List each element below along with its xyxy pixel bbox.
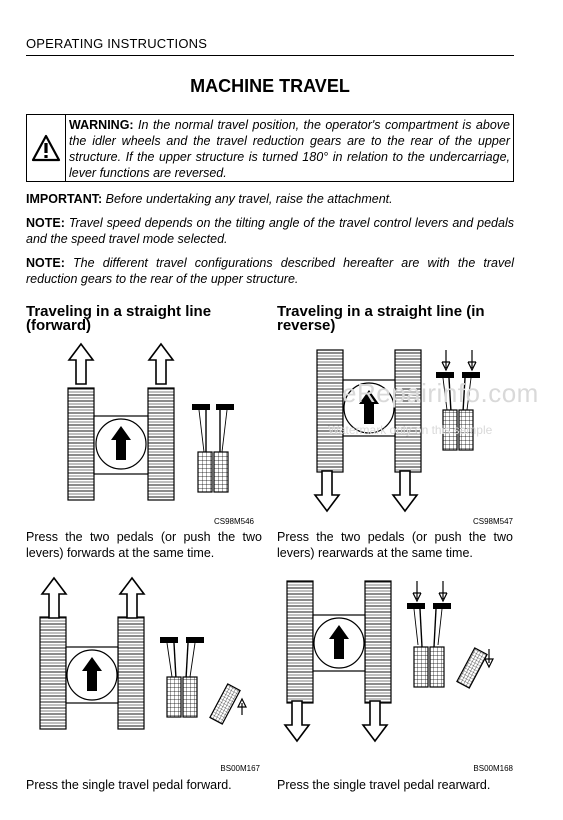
right-track <box>365 581 391 703</box>
warning-body: In the normal travel position, the operator's compartment is above the idler wheels and the travel reduction gears are to the rear of the upper structure. If the upper structure is turned 180° in relation to the undercarriage, lever functions are reversed. <box>69 118 510 180</box>
pedals-icon <box>192 404 234 492</box>
track-arrow-down-icon <box>285 701 309 741</box>
single-pedal-icon <box>457 648 493 688</box>
important-text: Before undertaking any travel, raise the attachment. <box>105 192 393 206</box>
warning-label: WARNING: <box>69 118 134 132</box>
track-arrow-down-icon <box>393 471 417 511</box>
track-arrow-up-icon <box>120 578 144 618</box>
track-arrow-down-icon <box>315 471 339 511</box>
figure-code: CS98M547 <box>472 517 513 526</box>
note-text: The different travel configurations described hereafter are with the travel reduction gears to the rear of the upper structure. <box>26 256 514 286</box>
watermark-site: eRepairinfo.com <box>342 378 539 408</box>
track-arrow-up-icon <box>149 344 173 384</box>
track-arrow-up-icon <box>42 578 66 618</box>
note-travel-configurations <box>26 255 514 287</box>
important-label: IMPORTANT: <box>26 192 103 206</box>
watermark-notice: Watermark only on this sample <box>328 423 493 437</box>
figure-forward-two-pedals <box>26 340 256 530</box>
caption-reverse-two-pedals: Press the two pedals (or push the two levers) rearwards at the same time. <box>277 530 513 560</box>
page-title: MACHINE TRAVEL <box>190 76 350 96</box>
heading-reverse: Traveling in a straight line (in reverse) <box>277 303 485 334</box>
header-rule <box>26 55 514 56</box>
figure-code: BS00M168 <box>473 764 513 773</box>
right-track <box>118 617 144 729</box>
caption-forward-two-pedals: Press the two pedals (or push the two levers) forwards at the same time. <box>26 530 262 560</box>
heading-forward: Traveling in a straight line (forward) <box>26 303 212 334</box>
right-track <box>395 350 421 472</box>
pedals-icon <box>160 637 204 717</box>
left-track <box>287 581 313 703</box>
caption-forward-single-pedal: Press the single travel pedal forward. <box>26 778 232 792</box>
important-note <box>26 191 514 207</box>
right-track <box>148 388 174 500</box>
single-pedal-icon <box>210 684 246 724</box>
figure-reverse-single-pedal <box>277 575 517 775</box>
pedals-icon <box>407 581 451 687</box>
left-track <box>317 350 343 472</box>
page-header: OPERATING INSTRUCTIONS <box>26 36 208 51</box>
note-label: NOTE: <box>26 216 65 230</box>
track-arrow-down-icon <box>363 701 387 741</box>
note-label: NOTE: <box>26 256 65 270</box>
warning-icon <box>27 115 66 181</box>
figure-code: BS00M167 <box>220 764 260 773</box>
figure-forward-single-pedal <box>26 575 262 775</box>
caption-reverse-single-pedal: Press the single travel pedal rearward. <box>277 778 491 792</box>
note-text: Travel speed depends on the tilting angle of the travel control levers and pedals and the speed travel mode selected. <box>26 216 514 246</box>
track-arrow-up-icon <box>69 344 93 384</box>
left-track <box>40 617 66 729</box>
left-track <box>68 388 94 500</box>
note-travel-speed <box>26 215 514 247</box>
figure-code: CS98M546 <box>213 517 254 526</box>
warning-text <box>69 117 510 181</box>
warning-box <box>26 114 514 182</box>
